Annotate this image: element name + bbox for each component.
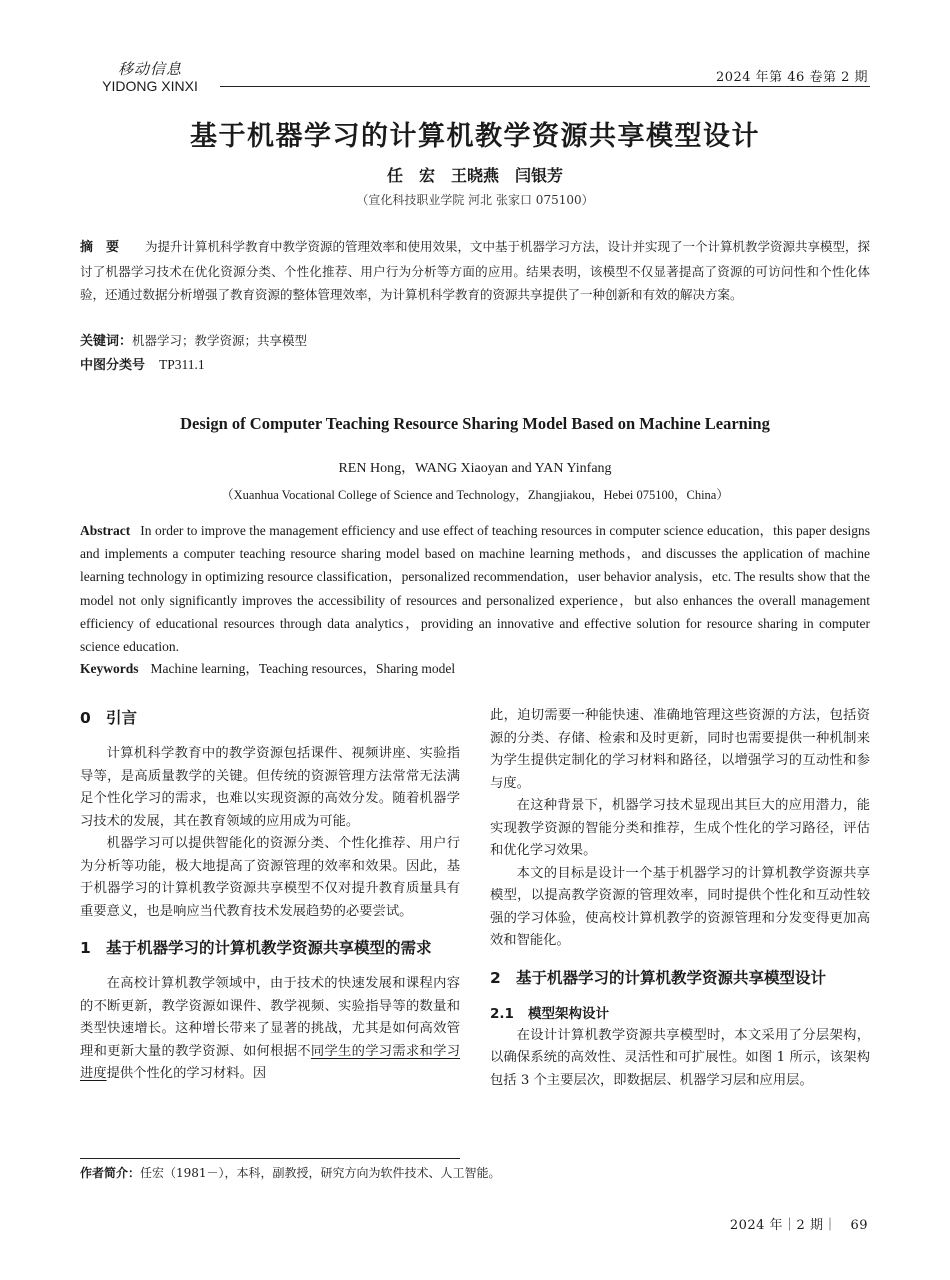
issue-info: 2024 年第 46 卷第 2 期 [715,70,868,85]
page-footer: 2024 年｜2 期｜ 69 [729,1218,868,1233]
journal-header [90,60,210,94]
header-rule [220,86,870,87]
affiliation-cn: （宣化科技职业学院 河北 张家口 075100） [356,193,594,207]
paragraph-text: 在高校计算机教学领域中，由于技术的快速发展和课程内容的不断更新，教学资源如课件、教学视频、实验指导等的数量和类型快速增长。这种增长带来了显著的挑战，尤其是如何高效管理和更新大量的教学资源、如何根据不 [80,976,460,1059]
keywords-en-text: Machine learning，Teaching resources，Sharing model [150,661,456,676]
clc-code: TP311.1 [159,357,205,372]
keywords-cn [80,331,307,352]
paper-title-en: Design of Computer Teaching Resource Sharing Model Based on Machine Learning [180,414,770,433]
abstract-cn-label: 摘 要 [80,240,120,255]
keywords-cn-label: 关键词： [80,334,133,349]
paper-title: 基于机器学习的计算机教学资源共享模型设计 [190,121,760,152]
keywords-cn-text: 机器学习；教学资源；共享模型 [132,333,308,348]
keywords-en-label: Keywords [80,661,139,676]
section-0-number: 0 [80,709,91,727]
paragraph-text: 提供个性化的学习材料。因 [106,1066,267,1081]
keywords-en [80,658,455,680]
paragraph: 本文的目标是设计一个基于机器学习的计算机教学资源共享模型，以提高教学资源的管理效率，同时提供个性化和互动性较强的学习体验，使高校计算机教学的资源管理和分发变得更加高效和智能化。 [490,865,870,948]
section-0-heading [80,705,460,731]
clc-number [80,355,205,376]
section-1-heading [80,935,460,961]
subsection-2-1-title: 模型架构设计 [528,1005,609,1022]
author-note-text: 任宏（1981－），本科，副教授，研究方向为软件技术、人工智能。 [140,1166,501,1180]
subsection-2-1-heading [490,1003,870,1025]
author-note-label: 作者简介： [80,1166,141,1180]
author-note [80,1164,501,1182]
abstract-en-text: In order to improve the management efficiency and use effect of teaching resources in computer science education，this paper designs and implements a computer teaching resource sharing model based on machine learning methods，and discusses the application of machine learning technology in optimizing resource classification，personalized recommendation，user behavior analysis，etc. The results show that the model not only significantly improves the accessibility of resources and personalized experience，but also enhances the overall management efficiency of educational resources through data analytics，providing an innovative and effective solution for resource sharing in computer science education. [80,523,870,655]
paragraph: 计算机科学教育中的教学资源包括课件、视频讲座、实验指导等，是高质量教学的关键。但传统的资源管理方法常常无法满足个性化学习的需求，也难以实现资源的高效分发。随着机器学习技术的发展，其在教育领域的应用成为可能。 [80,746,460,829]
section-1-number: 1 [80,939,91,957]
paragraph: 在设计计算机教学资源共享模型时，本文采用了分层架构，以确保系统的高效性、灵活性和可扩展性。如图 1 所示，该架构包括 3 个主要层次，即数据层、机器学习层和应用层。 [490,1027,870,1088]
paragraph: 在这种背景下，机器学习技术显现出其巨大的应用潜力，能实现教学资源的智能分类和推荐，生成个性化的学习路径，评估和优化学习效果。 [490,798,870,858]
underlined-text: 同学生的学习需求和学习进度 [80,1043,461,1081]
abstract-en-label: Abstract [80,523,131,538]
section-2-title: 基于机器学习的计算机教学资源共享模型设计 [516,968,827,987]
section-1-title: 基于机器学习的计算机教学资源共享模型的需求 [106,939,432,957]
authors-en: REN Hong，WANG Xiaoyan and YAN Yinfang [338,461,612,476]
abstract-cn [80,235,870,307]
body-left-column [80,705,460,1086]
journal-name-en: YIDONG XINXI [102,78,198,94]
section-2-number: 2 [490,968,501,987]
abstract-cn-text: 为提升计算机科学教育中教学资源的管理效率和使用效果，文中基于机器学习方法，设计并实现了一个计算机教学资源共享模型，探讨了机器学习技术在优化资源分类、个性化推荐、用户行为分析等方面的应用。结果表明，该模型不仅显著提高了资源的可访问性和个性化体验，还通过数据分析增强了教育资源的整体管理效率，为计算机科学教育的资源共享提供了一种创新和有效的解决方案。 [80,239,870,302]
subsection-2-1-number: 2.1 [490,1005,514,1022]
paragraph [80,973,460,1086]
clc-label: 中图分类号 [80,358,146,373]
footnote-rule [80,1158,460,1159]
section-2-heading [490,965,870,991]
affiliation-en: （Xuanhua Vocational College of Science and Technology，Zhangjiakou，Hebei 075100，China） [221,488,729,502]
body-right-column [490,705,870,1092]
authors-cn: 任 宏 王晓燕 闫银芳 [386,166,563,185]
journal-name-cn: 移动信息 [117,60,182,78]
paragraph: 机器学习可以提供智能化的资源分类、个性化推荐、用户行为分析等功能，极大地提高了资源管理的效率和效果。因此，基于机器学习的计算机教学资源共享模型不仅对提升教育质量具有重要意义，也是响应当代教育技术发展趋势的必要尝试。 [80,836,460,919]
abstract-en [80,519,870,658]
section-0-title: 引言 [106,709,138,727]
paragraph: 此，迫切需要一种能快速、准确地管理这些资源的方法，包括资源的分类、存储、检索和及时更新，同时也需要提供一种机制来为学生提供定制化的学习材料和路径，以增强学习的互动性和参与度。 [490,708,870,791]
